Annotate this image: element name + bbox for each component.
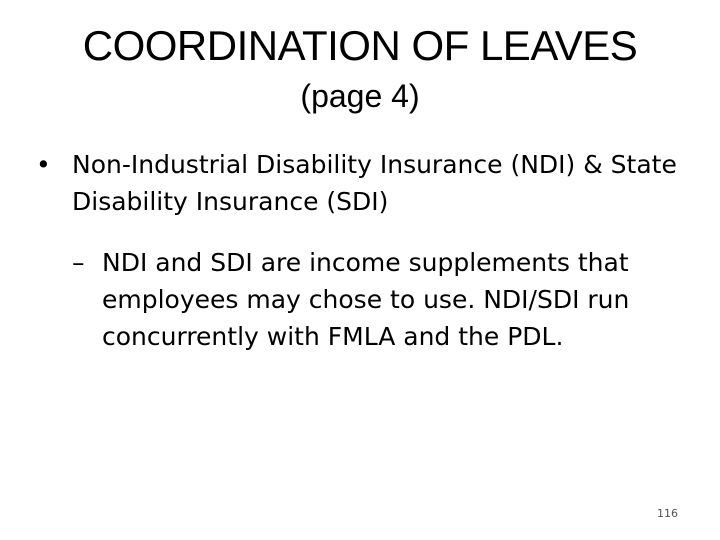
sub-bullet-marker: – bbox=[72, 248, 85, 277]
slide-title: COORDINATION OF LEAVES bbox=[82, 22, 638, 69]
bullet-text: Non-Industrial Disability Insurance (NDI) & State Disability Insurance (SDI) bbox=[72, 150, 677, 216]
page-number: 116 bbox=[657, 507, 678, 520]
bullet-item bbox=[36, 146, 696, 220]
bullet-marker: • bbox=[36, 150, 51, 179]
sub-bullet-item bbox=[72, 244, 652, 355]
sub-bullet-text: NDI and SDI are income supplements that employees may chose to use. NDI/SDI run concurrently with FMLA and the PDL. bbox=[102, 248, 630, 351]
title-block bbox=[0, 20, 720, 116]
slide-subtitle: (page 4) bbox=[300, 78, 420, 114]
